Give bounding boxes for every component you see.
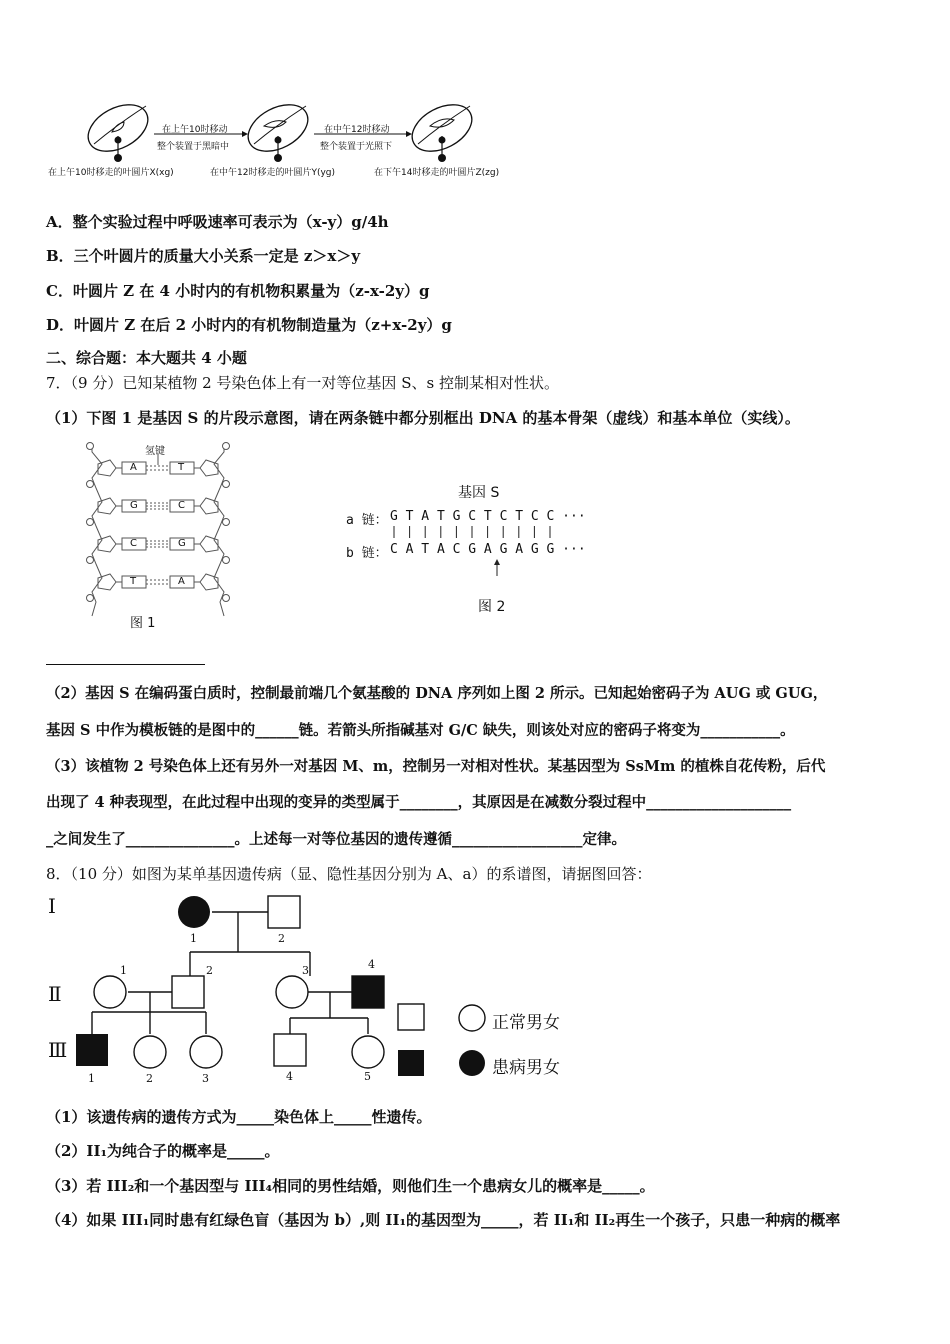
III5-num: 5 xyxy=(364,1070,371,1083)
fig1-caption: 图 1 xyxy=(130,616,156,631)
option-a: A．整个实验过程中呼吸速率可表示为（x-y）g/4h xyxy=(46,213,389,231)
III4-num: 4 xyxy=(286,1070,293,1083)
I1-num: 1 xyxy=(190,932,197,945)
legend-normal-label: 正常男女 xyxy=(492,1013,560,1033)
III2-num: 2 xyxy=(146,1072,153,1085)
gen-II-label: Ⅱ xyxy=(48,982,62,1006)
arrow-up-icon xyxy=(490,558,504,578)
arrow2-bottom-label: 整个装置于光照下 xyxy=(320,142,393,152)
q8-intro: 8．（10 分）如图为某单基因遗传病（显、隐性基因分别为 A、a）的系谱图，请据图回答： xyxy=(46,865,652,883)
option-c: C．叶圆片 Z 在 4 小时内的有机物积累量为（z-x-2y）g xyxy=(46,282,430,300)
leaf-2-icon xyxy=(240,96,315,162)
leaf-caption-x: 在上午10时移走的叶圆片X(xg) xyxy=(48,168,174,178)
fig2-caption: 图 2 xyxy=(478,599,506,615)
base-pair-bars xyxy=(390,524,580,540)
base-right-4: A xyxy=(178,576,185,587)
option-b: B．三个叶圆片的质量大小关系一定是 z＞x＞y xyxy=(46,247,361,265)
base-right-2: C xyxy=(178,500,185,511)
q8-part1: （1）该遗传病的遗传方式为_____染色体上_____性遗传。 xyxy=(46,1108,432,1126)
I2-num: 2 xyxy=(278,932,285,945)
leaf-caption-y: 在中午12时移走的叶圆片Y(yg) xyxy=(210,168,336,178)
gen-I-label: Ⅰ xyxy=(48,894,56,918)
q8-part4: （4）如果 III₁同时患有红绿色盲（基因为 b）,则 II₁的基因型为_____，若 II₁和 II₂再生一个孩子，只患一种病的概率 xyxy=(46,1211,841,1229)
base-right-1: T xyxy=(178,462,185,473)
q8-part3: （3）若 III₂和一个基因型与 III₄相同的男性结婚，则他们生一个患病女儿的概率是_____。 xyxy=(46,1177,655,1195)
a-strand-label: a 链： xyxy=(346,513,388,528)
fig2-title: 基因 S xyxy=(458,485,500,501)
base-left-2: G xyxy=(130,500,138,511)
III1-num: 1 xyxy=(88,1072,95,1085)
base-left-4: T xyxy=(130,576,137,587)
leaf-3-icon xyxy=(404,96,479,162)
arrow1-bottom-label: 整个装置于黑暗中 xyxy=(157,142,230,152)
II2-num: 2 xyxy=(206,964,213,977)
divider-line xyxy=(46,664,205,665)
II3-num: 3 xyxy=(302,964,309,977)
leaf-caption-z: 在下午14时移走的叶圆片Z(zg) xyxy=(374,168,500,178)
hbond-label: 氢键 xyxy=(145,446,165,457)
q8-part2: （2）II₁为纯合子的概率是_____。 xyxy=(46,1142,280,1160)
base-left-1: A xyxy=(130,462,137,473)
III3-num: 3 xyxy=(202,1072,209,1085)
q7-part3-line1: （3）该植物 2 号染色体上还有另外一对基因 M、m，控制另一对相对性状。某基因型为 SsMm 的植株自花传粉，后代 xyxy=(46,758,826,775)
legend-affected-label: 患病男女 xyxy=(492,1058,560,1078)
q7-part2-line1: （2）基因 S 在编码蛋白质时，控制最前端几个氨基酸的 DNA 序列如上图 2 所示。已知起始密码子为 AUG 或 GUG， xyxy=(46,685,828,702)
a-strand-seq: G T A T G C T C T C C ··· xyxy=(390,509,586,524)
II1-num: 1 xyxy=(120,964,127,977)
arrow2-top-label: 在中午12时移动 xyxy=(324,125,390,135)
q7-part1: （1）下图 1 是基因 S 的片段示意图，请在两条链中都分别框出 DNA 的基本骨架（虚线）和基本单位（实线）。 xyxy=(46,409,800,427)
gen-III-label: Ⅲ xyxy=(48,1038,68,1062)
q7-intro: 7．（9 分）已知某植物 2 号染色体上有一对等位基因 S、s 控制某相对性状。 xyxy=(46,374,559,392)
base-left-3: C xyxy=(130,538,137,549)
arrow1-top-label: 在上午10时移动 xyxy=(162,125,228,135)
base-right-3: G xyxy=(178,538,186,549)
II4-num: 4 xyxy=(368,958,375,971)
leaf-1-icon xyxy=(80,96,155,162)
b-strand-label: b 链： xyxy=(346,546,388,561)
section-heading: 二、综合题：本大题共 4 小题 xyxy=(46,349,247,367)
q7-part2-line2: 基因 S 中作为模板链的是图中的______链。若箭头所指碱基对 G/C 缺失，则该处对应的密码子将变为___________。 xyxy=(46,722,795,739)
option-d: D．叶圆片 Z 在后 2 小时内的有机物制造量为（z+x-2y）g xyxy=(46,316,452,334)
b-strand-seq: C A T A C G A G A G G ··· xyxy=(390,542,586,557)
q7-part3-line3: _之间发生了_______________。上述每一对等位基因的遗传遵循__________________定律。 xyxy=(46,831,626,848)
q7-part3-line2: 出现了 4 种表现型，在此过程中出现的变异的类型属于________，其原因是在减数分裂过程中____________________ xyxy=(46,794,792,811)
